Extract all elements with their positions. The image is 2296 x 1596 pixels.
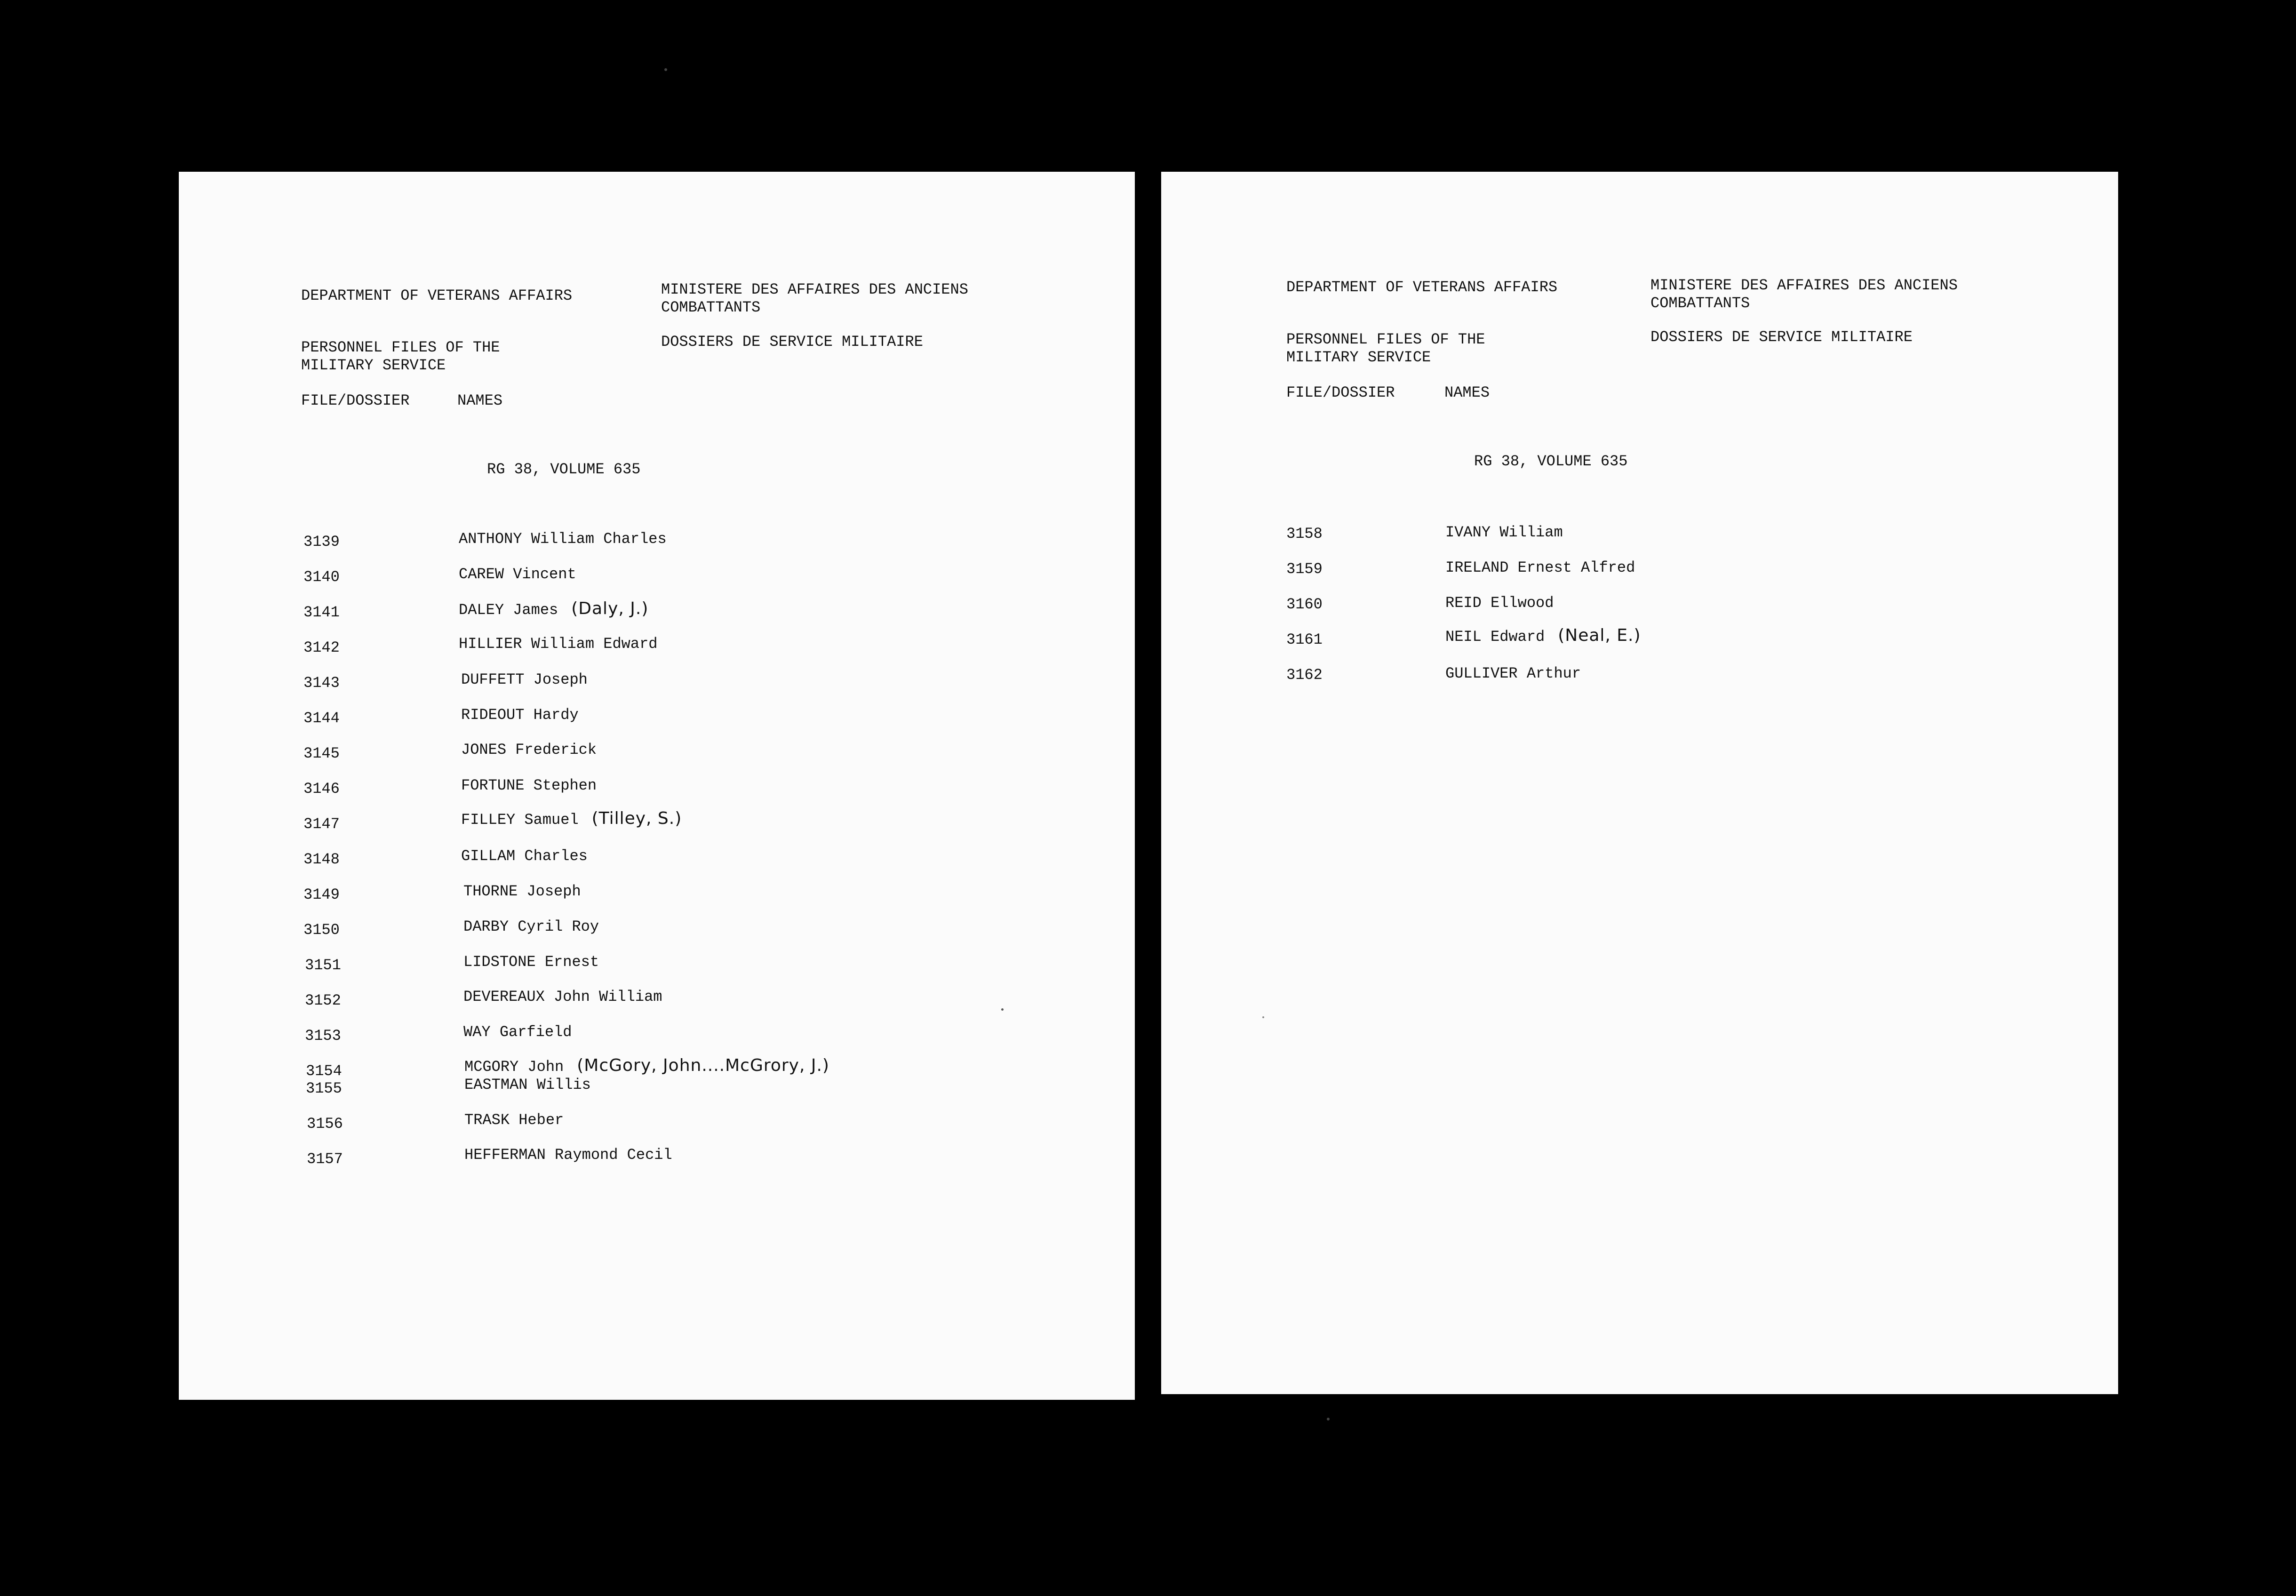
document-page-right (1161, 172, 2118, 1394)
entry-name: IVANY William (1445, 524, 1563, 541)
files-title-fr: DOSSIERS DE SERVICE MILITAIRE (1650, 328, 1913, 346)
files-title-fr: DOSSIERS DE SERVICE MILITAIRE (661, 333, 923, 351)
dust-speck (1001, 1008, 1004, 1011)
entry-name: HILLIER William Edward (459, 635, 658, 653)
file-number: 3143 (303, 674, 340, 692)
file-number: 3160 (1286, 596, 1323, 613)
entry-name: DUFFETT Joseph (461, 671, 588, 688)
dust-speck (1327, 1418, 1330, 1420)
files-title-en: PERSONNEL FILES OF THE MILITARY SERVICE (301, 339, 500, 374)
entry-name: DARBY Cyril Roy (463, 918, 599, 935)
entry-name: LIDSTONE Ernest (463, 953, 599, 971)
department-en: DEPARTMENT OF VETERANS AFFAIRS (1286, 279, 1558, 296)
file-number: 3151 (305, 957, 341, 974)
entry-name: TRASK Heber (464, 1111, 564, 1129)
entry-name: FILLEY Samuel (Tilley, S.) (461, 809, 682, 829)
volume-reference: RG 38, VOLUME 635 (487, 461, 641, 478)
entry-name: ANTHONY William Charles (459, 530, 667, 548)
file-number: 3155 (306, 1080, 342, 1097)
document-page-left (179, 172, 1135, 1400)
dust-speck (664, 68, 667, 71)
entry-name: THORNE Joseph (463, 883, 581, 900)
file-number: 3140 (303, 568, 340, 586)
file-number: 3162 (1286, 666, 1323, 684)
file-number: 3159 (1286, 560, 1323, 578)
file-number: 3142 (303, 639, 340, 656)
handwritten-note: (McGory, John....McGrory, J.) (577, 1056, 829, 1075)
handwritten-note: (Daly, J.) (571, 599, 649, 618)
entry-name: REID Ellwood (1445, 594, 1554, 612)
department-fr: MINISTERE DES AFFAIRES DES ANCIENS COMBATTANTS (1650, 277, 1958, 312)
file-number: 3157 (307, 1150, 343, 1168)
file-number: 3156 (307, 1115, 343, 1133)
entry-name: JONES Frederick (461, 741, 597, 758)
column-header-names: NAMES (1444, 384, 1490, 401)
file-number: 3158 (1286, 525, 1323, 543)
file-number: 3146 (303, 780, 340, 798)
entry-name: DALEY James (Daly, J.) (459, 599, 649, 619)
files-title-en: PERSONNEL FILES OF THE MILITARY SERVICE (1286, 331, 1485, 366)
file-number: 3139 (303, 533, 340, 551)
entry-name: RIDEOUT Hardy (461, 706, 579, 724)
entry-name: GULLIVER Arthur (1445, 665, 1581, 682)
entry-name: HEFFERMAN Raymond Cecil (464, 1146, 672, 1164)
file-number: 3152 (305, 992, 341, 1009)
entry-name: FORTUNE Stephen (461, 777, 597, 794)
file-number: 3147 (303, 815, 340, 833)
entry-name: DEVEREAUX John William (463, 988, 662, 1005)
handwritten-note: (Neal, E.) (1558, 626, 1641, 645)
entry-name: CAREW Vincent (459, 566, 576, 583)
file-number: 3154 (306, 1062, 342, 1080)
file-number: 3150 (303, 921, 340, 939)
file-number: 3141 (303, 604, 340, 621)
entry-name: NEIL Edward (Neal, E.) (1445, 626, 1641, 646)
file-number: 3153 (305, 1027, 341, 1045)
entry-name: EASTMAN Willis (464, 1076, 591, 1093)
column-header-file: FILE/DOSSIER (1286, 384, 1395, 401)
handwritten-note: (Tilley, S.) (591, 809, 682, 828)
file-number: 3144 (303, 710, 340, 727)
volume-reference: RG 38, VOLUME 635 (1474, 453, 1628, 470)
column-header-file: FILE/DOSSIER (301, 392, 410, 409)
file-number: 3148 (303, 851, 340, 868)
entry-name: GILLAM Charles (461, 847, 588, 865)
entry-name: MCGORY John (McGory, John....McGrory, J.) (464, 1056, 829, 1076)
column-header-names: NAMES (457, 392, 503, 409)
file-number: 3161 (1286, 631, 1323, 648)
entry-name: WAY Garfield (463, 1023, 572, 1041)
department-en: DEPARTMENT OF VETERANS AFFAIRS (301, 287, 573, 304)
department-fr: MINISTERE DES AFFAIRES DES ANCIENS COMBATTANTS (661, 281, 968, 316)
entry-name: IRELAND Ernest Alfred (1445, 559, 1635, 576)
dust-speck (1262, 1016, 1264, 1018)
file-number: 3145 (303, 745, 340, 762)
file-number: 3149 (303, 886, 340, 903)
